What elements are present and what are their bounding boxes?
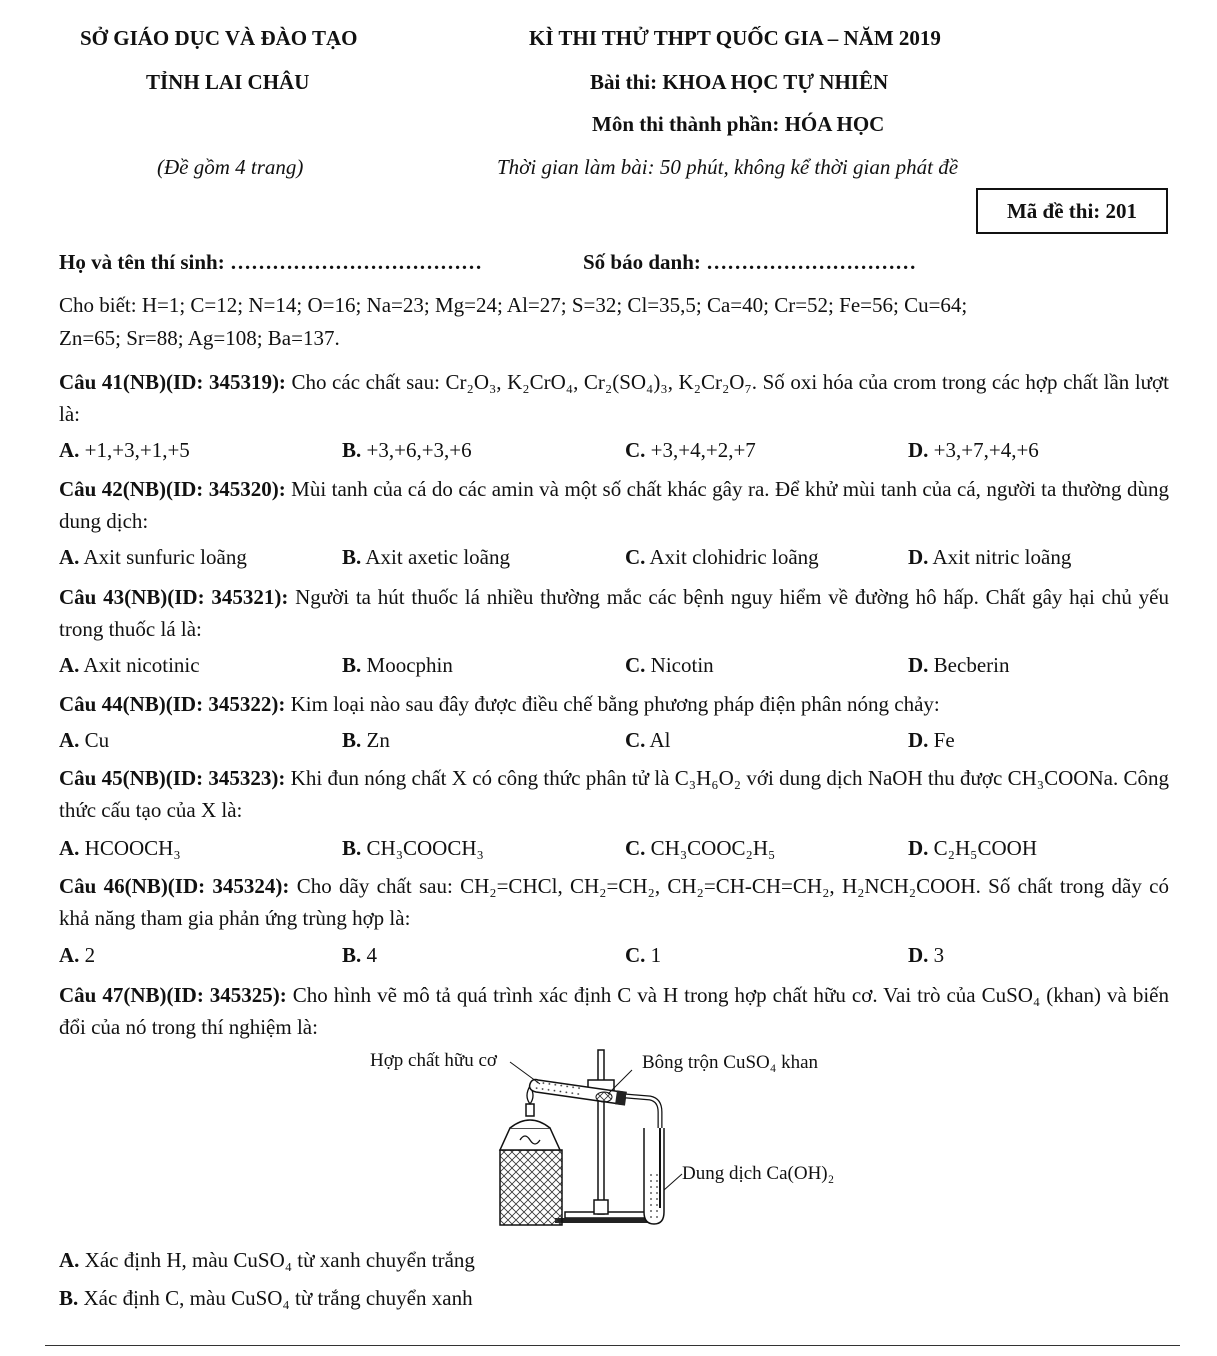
question-label: Câu 42(NB)(ID: 345320): <box>59 477 286 501</box>
option-c[interactable] <box>625 438 756 463</box>
option-key: B. <box>342 943 362 967</box>
option-b[interactable] <box>342 545 510 570</box>
option-d[interactable] <box>908 438 1039 463</box>
question-44 <box>59 688 1169 720</box>
option-key: D. <box>908 653 929 677</box>
question-formulas: Cr₂O₃, K₂CrO₄, Cr₂(SO₄)₃, K₂Cr₂O₇ <box>445 370 752 394</box>
option-c[interactable] <box>625 943 661 968</box>
question-42 <box>59 473 1169 537</box>
option-key: C. <box>625 943 646 967</box>
given-masses-line2: Zn=65; Sr=88; Ag=108; Ba=137. <box>59 326 340 350</box>
option-key: D. <box>908 438 929 462</box>
exam-subject-group: Bài thi: KHOA HỌC TỰ NHIÊN <box>590 70 889 94</box>
option-text: HCOOCH₃ <box>84 836 181 860</box>
option-a[interactable] <box>59 836 181 861</box>
option-a[interactable] <box>59 545 247 570</box>
question-label: Câu 43(NB)(ID: 345321): <box>59 585 289 609</box>
option-b[interactable] <box>59 1286 473 1311</box>
option-key: D. <box>908 728 929 752</box>
option-key: B. <box>342 728 362 752</box>
question-text: . Công thức cấu tạo của X là: <box>59 766 1169 822</box>
option-text: +3,+4,+2,+7 <box>650 438 756 462</box>
option-a[interactable] <box>59 728 109 753</box>
option-key: A. <box>59 728 80 752</box>
option-text: Cu <box>84 728 110 752</box>
option-text: Nicotin <box>650 653 714 677</box>
option-text: CH₃COOCH₃ <box>366 836 484 860</box>
option-a[interactable] <box>59 1248 475 1273</box>
option-text: Axit clohidric loãng <box>649 545 819 569</box>
option-text: Axit nicotinic <box>83 653 200 677</box>
question-label: Câu 41(NB)(ID: 345319): <box>59 370 286 394</box>
question-43 <box>59 581 1169 645</box>
question-formula: CH₃COONa <box>1007 766 1113 790</box>
given-masses-line1: Cho biết: H=1; C=12; N=14; O=16; Na=23; Mg=24; Al=27; S=32; Cl=35,5; Ca=40; Cr=52; Fe=56; Cu=64; <box>59 293 968 317</box>
exam-code: Mã đề thi: 201 <box>1006 198 1138 223</box>
option-key: B. <box>342 653 362 677</box>
pages-note: (Đề gồm 4 trang) <box>157 155 304 179</box>
option-key: C. <box>625 438 646 462</box>
option-key: A. <box>59 1248 80 1272</box>
question-text: với dung dịch NaOH thu được <box>741 766 1008 790</box>
question-text: . Số oxi hóa của crom trong các hợp chất lần lượt là: <box>59 370 1169 426</box>
option-key: B. <box>59 1286 79 1310</box>
option-key: D. <box>908 836 929 860</box>
option-key: C. <box>625 545 646 569</box>
option-key: C. <box>625 728 646 752</box>
option-key: A. <box>59 653 80 677</box>
question-46 <box>59 870 1169 934</box>
exam-title: KÌ THI THỬ THPT QUỐC GIA – NĂM 2019 <box>529 26 941 50</box>
option-a[interactable] <box>59 943 95 968</box>
question-text: Cho các chất sau: <box>285 370 446 394</box>
option-key: B. <box>342 545 362 569</box>
option-text: Al <box>649 728 671 752</box>
option-text: Axit sunfuric loãng <box>83 545 247 569</box>
option-d[interactable] <box>908 836 1037 861</box>
option-text: 1 <box>650 943 662 967</box>
label-organic-compound: Hợp chất hữu cơ <box>370 1050 497 1071</box>
department-name: SỞ GIÁO DỤC VÀ ĐÀO TẠO <box>80 26 358 50</box>
option-key: A. <box>59 438 80 462</box>
option-text: Xác định H, màu CuSO₄ từ xanh chuyển trắng <box>84 1248 475 1272</box>
option-d[interactable] <box>908 728 955 753</box>
option-b[interactable] <box>342 728 390 753</box>
option-text: Axit axetic loãng <box>365 545 510 569</box>
option-text: Moocphin <box>366 653 453 677</box>
option-text: Axit nitric loãng <box>932 545 1072 569</box>
option-c[interactable] <box>625 728 671 753</box>
question-label: Câu 47(NB)(ID: 345325): <box>59 983 287 1007</box>
time-note: Thời gian làm bài: 50 phút, không kể thời gian phát đề <box>497 155 959 179</box>
option-d[interactable] <box>908 943 944 968</box>
candidate-id-field: Số báo danh: ………………………… <box>583 250 917 274</box>
option-key: D. <box>908 943 929 967</box>
option-b[interactable] <box>342 653 453 678</box>
question-formulas: CH₂=CHCl, CH₂=CH₂, CH₂=CH-CH=CH₂, H₂NCH₂COOH <box>460 874 976 898</box>
option-d[interactable] <box>908 545 1071 570</box>
option-text: 4 <box>366 943 378 967</box>
question-text: Cho dãy chất sau: <box>289 874 461 898</box>
option-text: Fe <box>933 728 955 752</box>
label-caoh2-solution: Dung dịch Ca(OH)₂ <box>682 1163 835 1184</box>
option-a[interactable] <box>59 653 200 678</box>
option-text: +1,+3,+1,+5 <box>84 438 190 462</box>
option-text: Xác định C, màu CuSO₄ từ trắng chuyển xanh <box>83 1286 473 1310</box>
question-label: Câu 44(NB)(ID: 345322): <box>59 692 286 716</box>
option-key: A. <box>59 545 80 569</box>
option-text: 3 <box>933 943 945 967</box>
candidate-name-field: Họ và tên thí sinh: ……………………………… <box>59 250 482 274</box>
option-key: C. <box>625 653 646 677</box>
question-label: Câu 46(NB)(ID: 345324): <box>59 874 290 898</box>
option-c[interactable] <box>625 836 775 861</box>
option-key: B. <box>342 438 362 462</box>
question-text: Mùi tanh của cá do các amin và một số chất khác gây ra. Để khử mùi tanh của cá, người ta thường dùng dung dịch: <box>59 477 1169 533</box>
option-key: B. <box>342 836 362 860</box>
question-45 <box>59 762 1169 826</box>
question-41 <box>59 366 1169 430</box>
province-name: TỈNH LAI CHÂU <box>146 70 310 94</box>
option-c[interactable] <box>625 653 714 678</box>
option-text: Becberin <box>933 653 1010 677</box>
question-text: Cho hình vẽ mô tả quá trình xác định C và H trong hợp chất hữu cơ. Vai trò của CuSO₄ (khan) và biến đổi của nó trong thí nghiệm là: <box>59 983 1169 1039</box>
question-47 <box>59 979 1169 1043</box>
question-label: Câu 45(NB)(ID: 345323): <box>59 766 286 790</box>
option-text: C₂H₅COOH <box>933 836 1037 860</box>
option-a[interactable] <box>59 438 190 463</box>
page-bottom-rule <box>45 1345 1180 1346</box>
question-text: Khi đun nóng chất X có công thức phân tử là <box>285 766 675 790</box>
option-text: CH₃COOC₂H₅ <box>650 836 776 860</box>
option-c[interactable] <box>625 545 819 570</box>
apparatus-figure <box>360 1040 860 1235</box>
option-text: 2 <box>84 943 96 967</box>
option-b[interactable] <box>342 943 377 968</box>
label-cotton-cuso4: Bông trộn CuSO₄ khan <box>642 1052 819 1073</box>
option-key: D. <box>908 545 929 569</box>
exam-subject: Môn thi thành phần: HÓA HỌC <box>592 112 885 136</box>
option-key: A. <box>59 836 80 860</box>
option-b[interactable] <box>342 438 472 463</box>
option-key: A. <box>59 943 80 967</box>
option-text: +3,+6,+3,+6 <box>366 438 472 462</box>
option-d[interactable] <box>908 653 1009 678</box>
option-text: Zn <box>366 728 390 752</box>
exam-code-box <box>976 188 1168 234</box>
option-key: C. <box>625 836 646 860</box>
option-b[interactable] <box>342 836 484 861</box>
question-text: . Số chất trong dãy có khả năng tham gia phản ứng trùng hợp là: <box>59 874 1170 930</box>
question-text: Người ta hút thuốc lá nhiều thường mắc các bệnh nguy hiểm về đường hô hấp. Chất gây hại chủ yếu trong thuốc lá là: <box>59 585 1169 641</box>
option-text: +3,+7,+4,+6 <box>933 438 1039 462</box>
question-text: Kim loại nào sau đây được điều chế bằng phương pháp điện phân nóng chảy: <box>285 692 940 716</box>
question-formula: C₃H₆O₂ <box>674 766 742 790</box>
